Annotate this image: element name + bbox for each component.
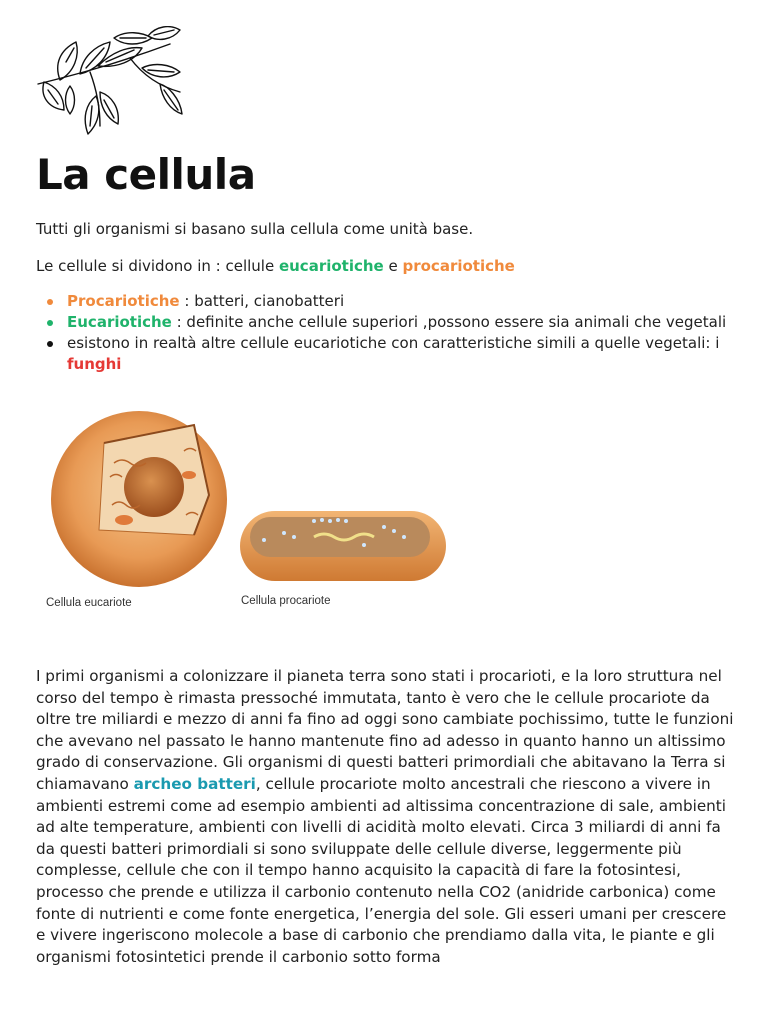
caption-prokaryote: Cellula procariote (241, 595, 331, 607)
bullet-term-eukaryotic: Eucariotiche (67, 313, 172, 331)
leaf-branch-icon (30, 26, 185, 138)
caption-eukaryote: Cellula eucariote (46, 597, 132, 609)
cell-illustration (44, 405, 464, 620)
bullet-dot-icon (47, 341, 53, 347)
archaea-term: archeo batteri (133, 774, 256, 793)
eukaryotic-term: eucariotiche (278, 257, 384, 275)
bullet-text: : definite anche cellule superiori ,possono essere sia animali che vegetali (171, 313, 727, 331)
bullet-term-fungi: funghi (67, 355, 122, 373)
bullet-term-prokaryotic: Procariotiche (67, 292, 180, 310)
prokaryotic-cell-image (240, 511, 446, 581)
bullet-dot-icon (47, 299, 53, 305)
division-prefix: Le cellule si dividono in : cellule (36, 257, 279, 275)
bullet-text: esistono in realtà altre cellule eucariotiche con caratteristiche simili a quelle vegetali: i (67, 334, 720, 352)
eukaryotic-cell-image (51, 411, 227, 587)
list-item (36, 333, 736, 375)
body-text-part2: , cellule procariote molto ancestrali che riescono a vivere in ambienti estremi come ad esempio ambienti ad altissima concentrazione di sale, ambienti ad alte temperature, ambienti con livelli di acidità molto elevati. Circa 3 miliardi di anni fa da questi batteri primordiali si sono sviluppate delle cellule diverse, leggermente più complesse, cellule che con il tempo hanno acquisito la capacità di fare la fotosintesi, processo che prende e utilizza il carbonio contenuto nella CO2 (anidride carbonica) come fonte di nutrienti e come fonte energetica, l’energia del sole. Gli esseri umani per crescere e vivere ingeriscono molecole a base di carbonio che prendiamo dalla vita, le piante e gli organismi fotosintetici prende il carbonio sotto forma (36, 774, 727, 966)
prokaryotic-term: procariotiche (402, 257, 515, 275)
body-paragraph (36, 666, 736, 968)
division-paragraph (36, 256, 736, 278)
division-connector: e (383, 257, 403, 275)
cell-types-list (36, 291, 736, 375)
intro-paragraph: Tutti gli organismi si basano sulla cellula come unità base. (36, 220, 474, 238)
list-item (36, 291, 736, 312)
list-item (36, 312, 736, 333)
page-title: La cellula (36, 150, 256, 199)
bullet-dot-icon (47, 320, 53, 326)
bullet-text: : batteri, cianobatteri (179, 292, 345, 310)
body-text-part1: I primi organismi a colonizzare il pianeta terra sono stati i procarioti, e la loro struttura nel corso del tempo è rimasta pressoché immutata, tanto è vero che le cellule procariote da oltre tre miliardi e mezzo di anni fa fino ad oggi sono cambiate pochissimo, tutte le funzioni che avevano nel passato le hanno mantenute fino ad adesso in quanto hanno un altissimo grado di conservazione. Gli organismi di questi batteri primordiali che abitavano la Terra si chiamavano (36, 667, 734, 793)
